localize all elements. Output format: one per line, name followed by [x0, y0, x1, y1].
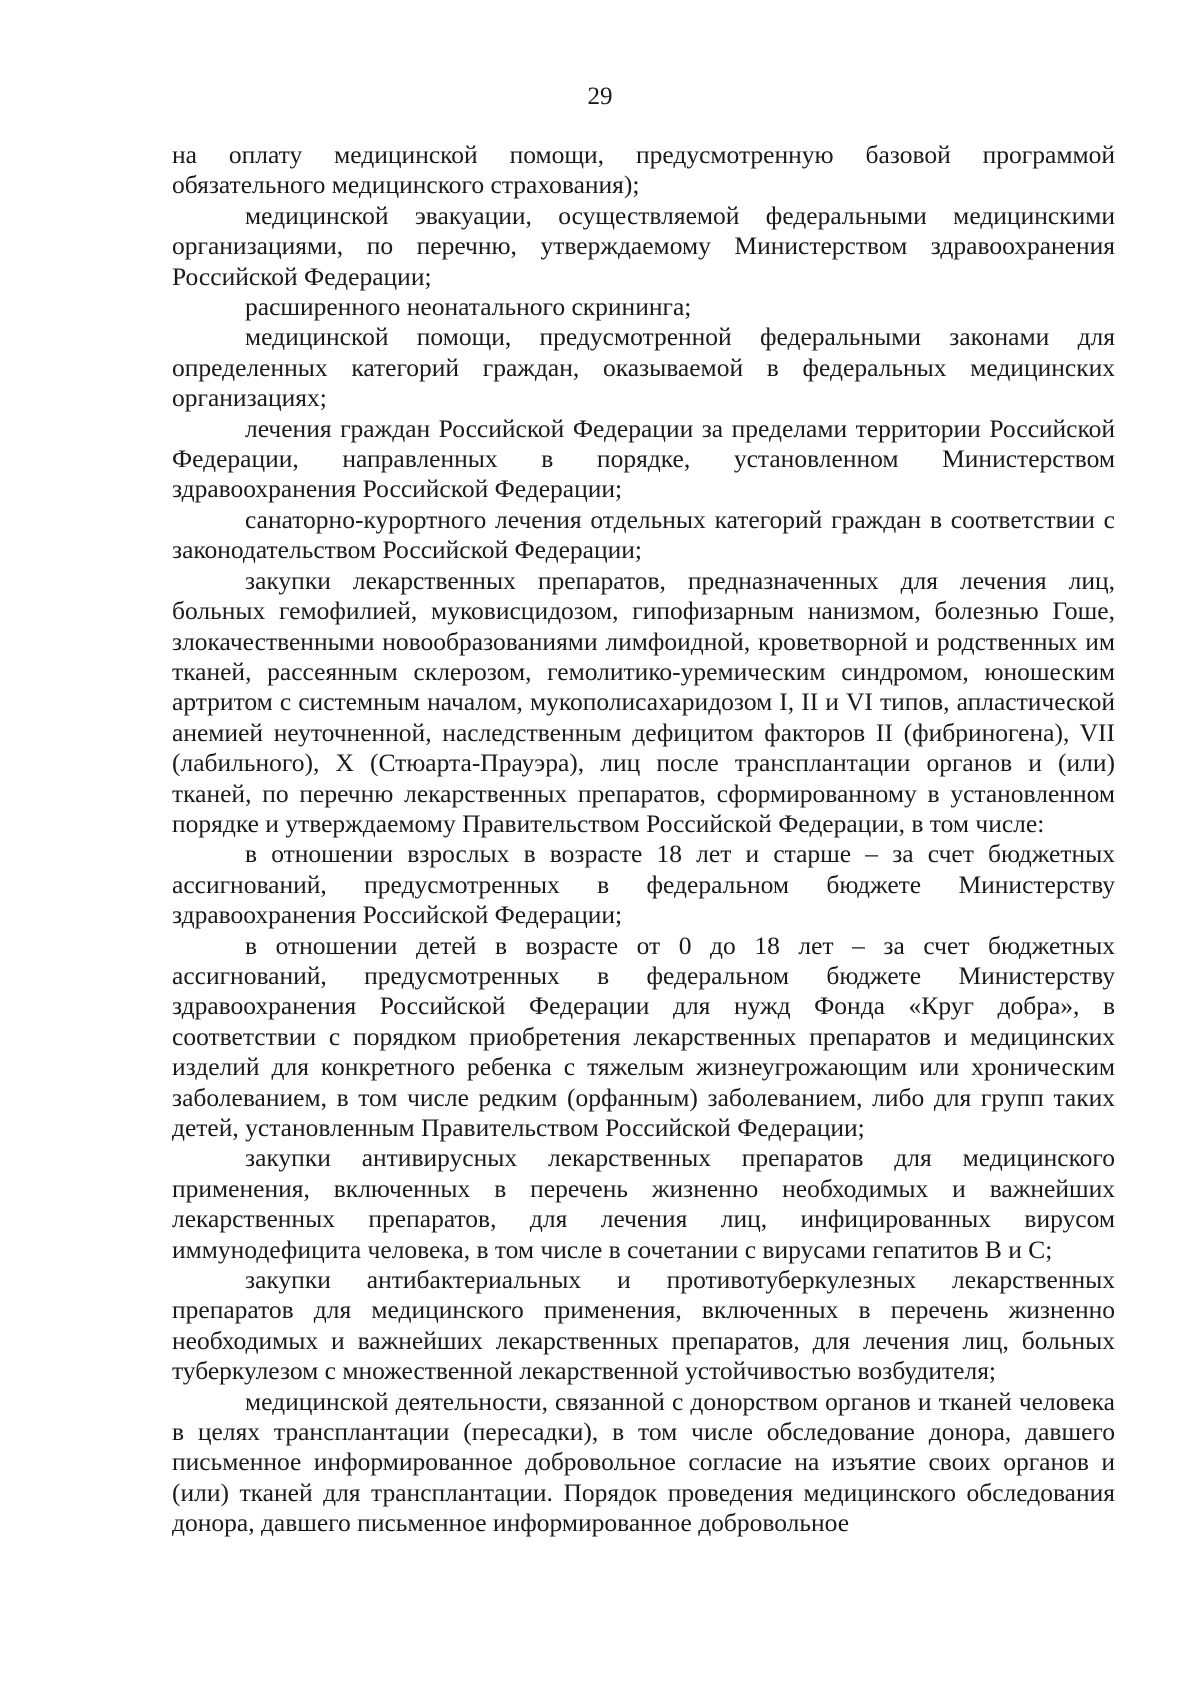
paragraph-continuation: на оплату медицинской помощи, предусмотренную базовой программой обязательного медицинского страхования); [172, 140, 1115, 200]
paragraph-organ-donation: медицинской деятельности, связанной с донорством органов и тканей человека в целях трансплантации (пересадки), в том числе обследование донора, давшего письменное информированное добровольное согласие на изъятие своих органов и (или) тканей для трансплантации. Порядок проведения медицинского обследования донора, давшего письменное информированное добровольное [172, 1386, 1115, 1538]
paragraph-sanatorium-treatment: санаторно-курортного лечения отдельных категорий граждан в соответствии с законодательством Российской Федерации; [172, 504, 1115, 565]
paragraph-drug-procurement: закупки лекарственных препаратов, предназначенных для лечения лиц, больных гемофилией, муковисцидозом, гипофизарным нанизмом, болезнью Гоше, злокачественными новообразованиями лимфоидной, кроветворной и родственных им тканей, рассеянным склерозом, гемолитико-уремическим синдромом, юношеским артритом с системным началом, мукополисахаридозом I, II и VI типов, апластической анемией неуточненной, наследственным дефицитом факторов II (фибриногена), VII (лабильного), X (Стюарта-Прауэра), лиц после трансплантации органов и (или) тканей, по перечню лекарственных препаратов, сформированному в установленном порядке и утверждаемому Правительством Российской Федерации, в том числе: [172, 565, 1115, 838]
body-text [172, 140, 1115, 1539]
paragraph-neonatal-screening: расширенного неонатального скрининга; [245, 292, 692, 322]
page-number: 29 [587, 83, 613, 110]
paragraph-antibacterial-procurement: закупки антибактериальных и противотуберкулезных лекарственных препаратов для медицинского применения, включенных в перечень жизненно необходимых и важнейших лекарственных препаратов, для лечения лиц, больных туберкулезом с множественной лекарственной устойчивостью возбудителя; [172, 1265, 1115, 1386]
paragraph-antiviral-procurement: закупки антивирусных лекарственных препаратов для медицинского применения, включенных в перечень жизненно необходимых и важнейших лекарственных препаратов, для лечения лиц, инфицированных вирусом иммунодефицита человека, в том числе в сочетании с вирусами гепатитов B и C; [172, 1143, 1115, 1264]
paragraph-treatment-abroad: лечения граждан Российской Федерации за пределами территории Российской Федерации, направленных в порядке, установленном Министерством здравоохранения Российской Федерации; [172, 413, 1115, 504]
paragraph-medical-evacuation: медицинской эвакуации, осуществляемой федеральными медицинскими организациями, по перечню, утверждаемому Министерством здравоохранения Российской Федерации; [172, 200, 1115, 291]
paragraph-federal-laws-care: медицинской помощи, предусмотренной федеральными законами для определенных категорий граждан, оказываемой в федеральных медицинских организациях; [172, 322, 1115, 413]
paragraph-adults: в отношении взрослых в возрасте 18 лет и старше – за счет бюджетных ассигнований, предусмотренных в федеральном бюджете Министерству здравоохранения Российской Федерации; [172, 839, 1115, 930]
paragraph-children: в отношении детей в возрасте от 0 до 18 лет – за счет бюджетных ассигнований, предусмотренных в федеральном бюджете Министерству здравоохранения Российской Федерации для нужд Фонда «Круг добра», в соответствии с порядком приобретения лекарственных препаратов и медицинских изделий для конкретного ребенка с тяжелым жизнеугрожающим или хроническим заболеванием, в том числе редким (орфанным) заболеванием, либо для групп таких детей, установленным Правительством Российской Федерации; [172, 930, 1115, 1142]
